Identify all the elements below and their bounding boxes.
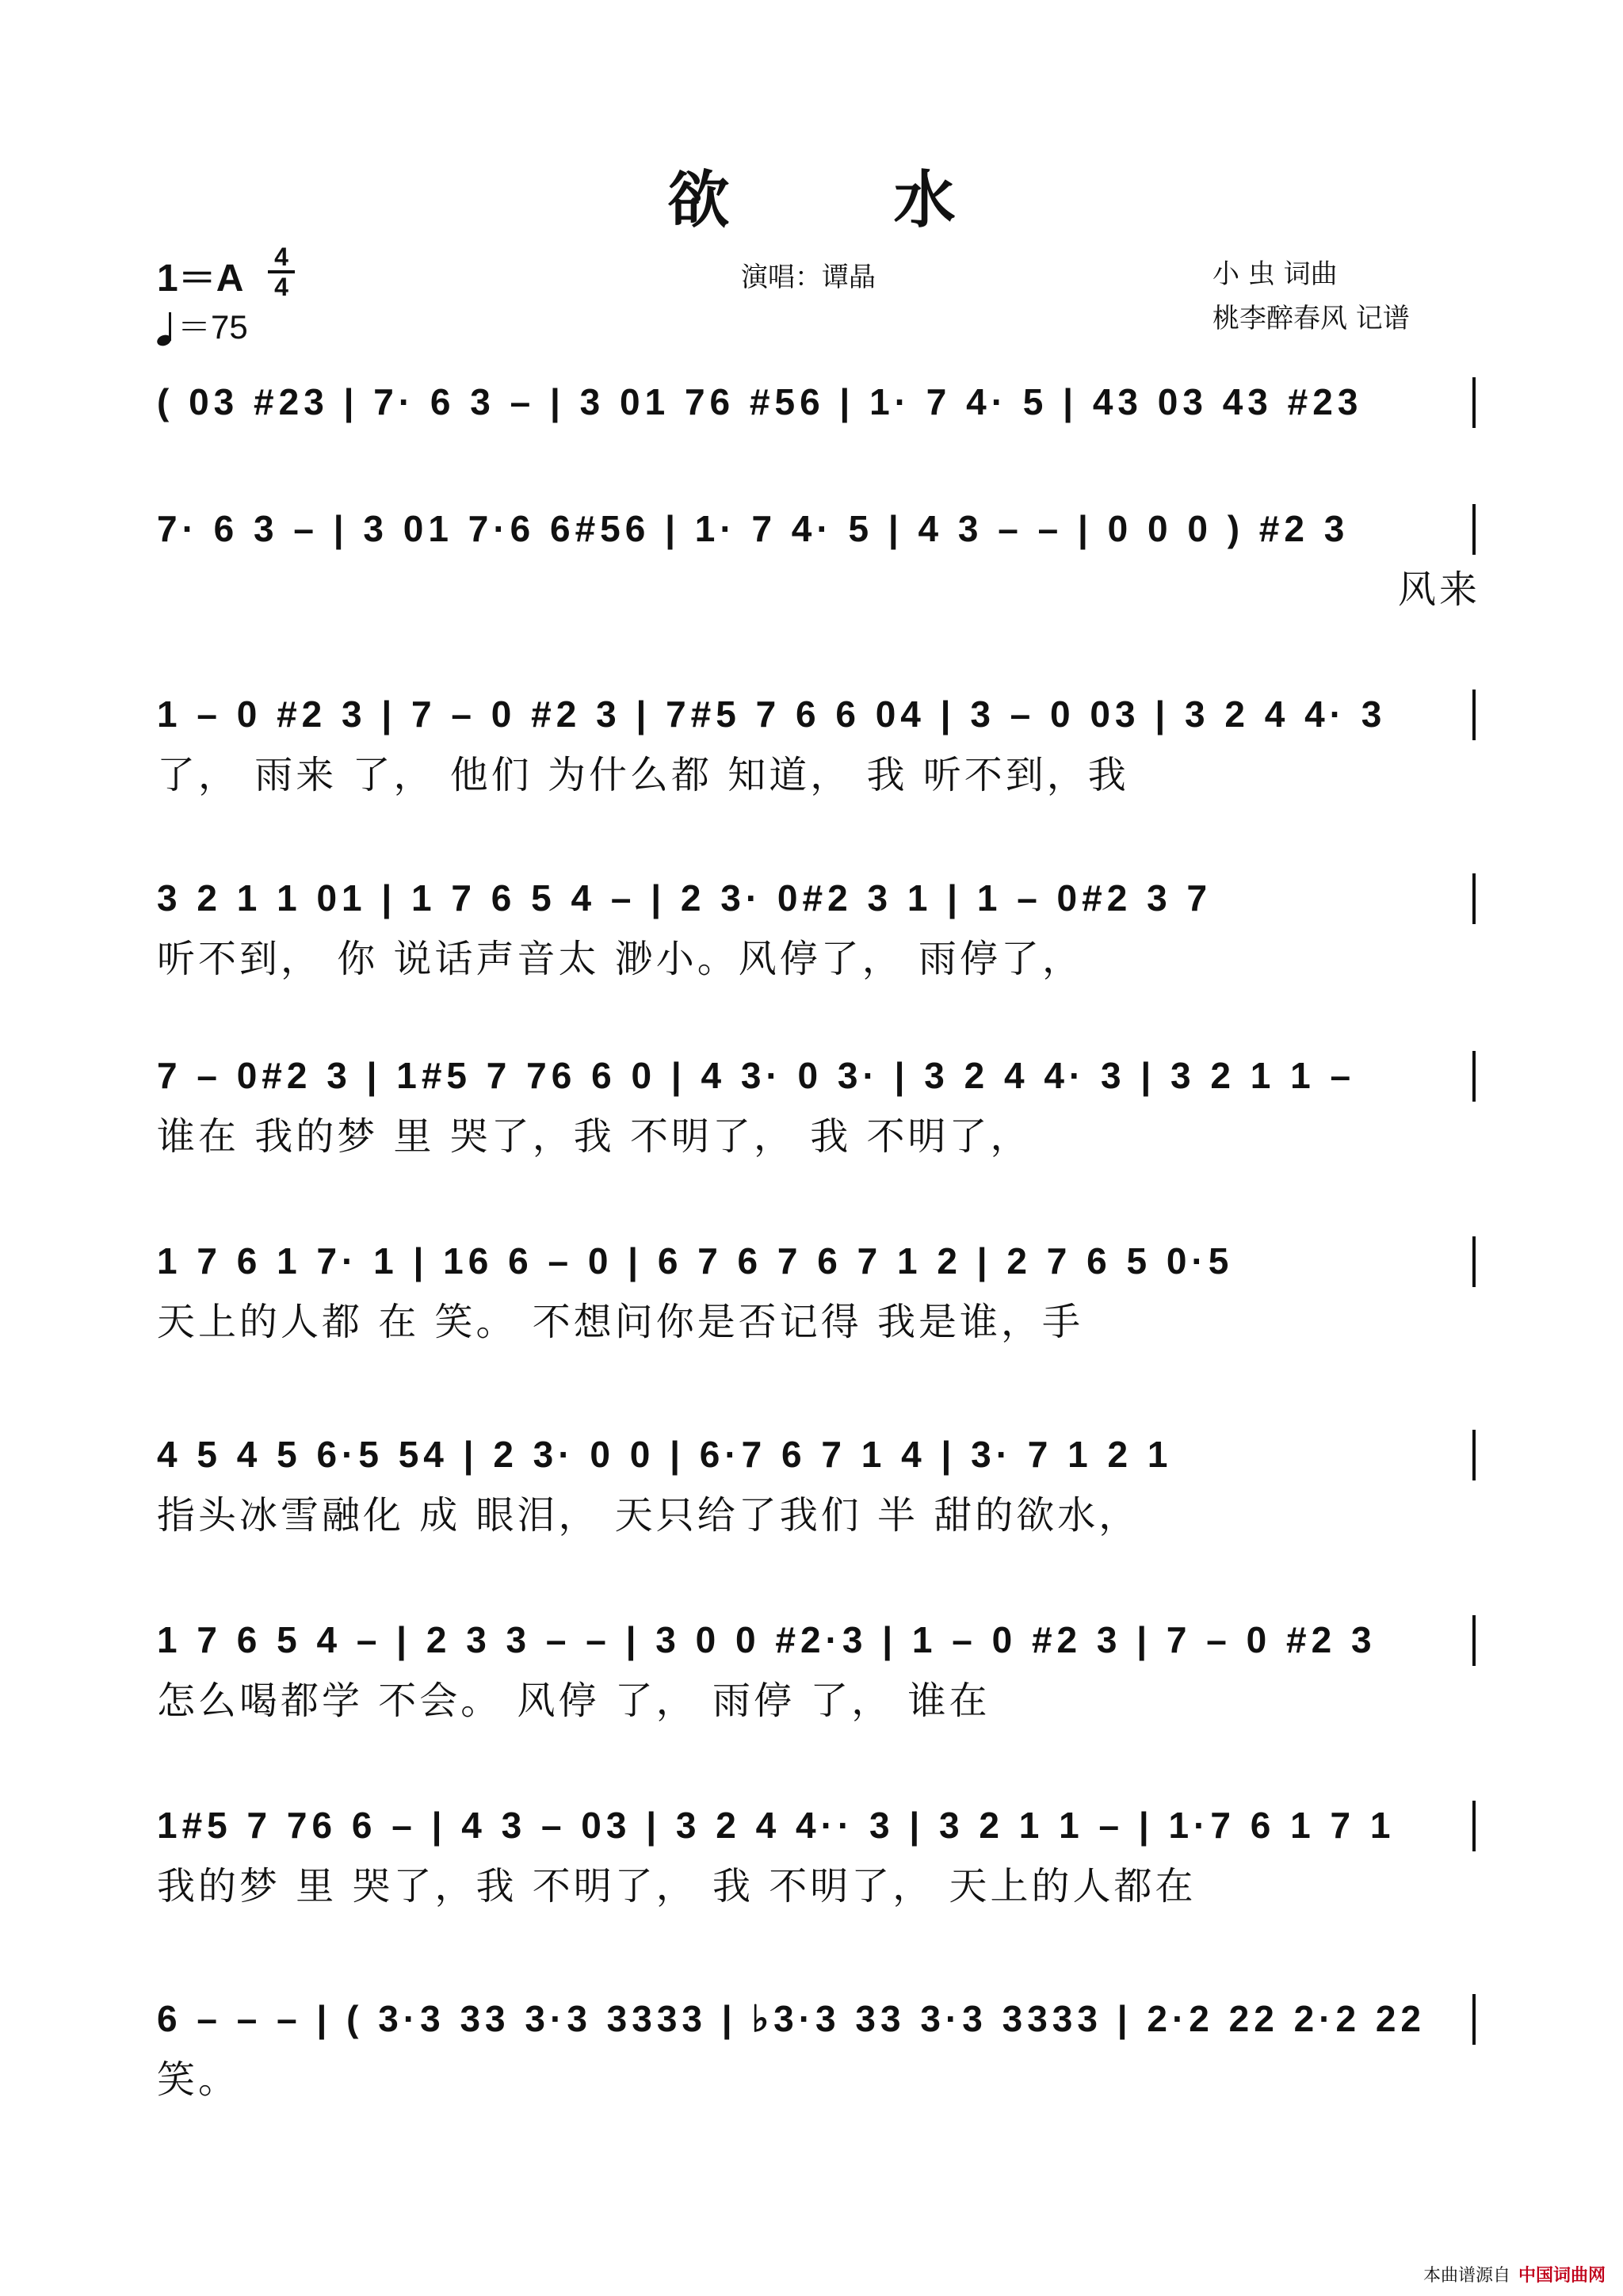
notation-line: 1 7 6 1 7· 1 | 16 6 – 0 | 6 7 6 7 6 7 1 2 | 2 7 6 5 0·5 [157, 1240, 1234, 1282]
notation-line: 1#5 7 76 6 – | 4 3 – 03 | 3 2 4 4·· 3 | 3 2 1 1 – | 1·7 6 1 7 1 [157, 1805, 1396, 1846]
lyrics-line [157, 439, 1480, 487]
song-title: 欲 水 [667, 165, 1027, 236]
lyrics-line: 指头冰雪融化 成 眼泪， 天只给了我们 半 甜的欲水， [157, 1493, 1140, 1538]
notation-line: 6 – – – | ( 3·3 33 3·3 3333 | ♭3·3 33 3·3 3333 | 2·2 22 2·2 22 [157, 1998, 1426, 2039]
tempo-marking [157, 301, 248, 349]
barline [1472, 1801, 1476, 1851]
barline [1472, 1994, 1476, 2045]
lyrics-line: 风来 [1397, 567, 1480, 612]
barline [1472, 873, 1476, 924]
barline [1472, 1051, 1476, 1102]
lyrics-line: 天上的人都 在 笑。 不想问你是否记得 我是谁，手 [157, 1300, 1084, 1344]
lyrics-line: 听不到， 你 说话声音太 渺小。风停了， 雨停了， [157, 937, 1084, 981]
barline [1472, 1430, 1476, 1480]
key-signature: 1＝A [157, 258, 244, 300]
barline [1472, 690, 1476, 740]
time-signature [268, 244, 295, 300]
notation-line: 4 5 4 5 6·5 54 | 2 3· 0 0 | 6·7 6 7 1 4 | 3· 7 1 2 1 [157, 1434, 1173, 1475]
singer-credit: 演唱：谭晶 [741, 262, 876, 293]
lyrics-line: 谁在 我的梦 里 哭了，我 不明了， 我 不明了， [157, 1114, 1032, 1159]
barline [1472, 504, 1476, 555]
notation-line: ( 03 #23 | 7· 6 3 – | 3 01 76 #56 | 1· 7 4· 5 | 43 03 43 #23 [157, 381, 1363, 422]
watermark-site-link[interactable]: 中国词曲网 [1518, 2266, 1606, 2286]
notation-line: 3 2 1 1 01 | 1 7 6 5 4 – | 2 3· 0#2 3 1 | 1 – 0#2 3 7 [157, 877, 1212, 919]
tempo-value: ＝75 [178, 308, 248, 346]
time-denominator: 4 [274, 273, 288, 301]
notation-line: 1 7 6 5 4 – | 2 3 3 – – | 3 0 0 #2·3 | 1 – 0 #2 3 | 7 – 0 #2 3 [157, 1619, 1377, 1660]
transcriber-credit: 桃李醉春风 记谱 [1212, 303, 1410, 334]
lyrics-line: 我的梦 里 哭了，我 不明了， 我 不明了， 天上的人都在 [157, 1864, 1197, 1908]
watermark-source-label: 本曲谱源自 [1423, 2266, 1510, 2286]
credits [1212, 252, 1410, 341]
lyrics-line: 怎么喝都学 不会。 风停 了， 雨停 了， 谁在 [157, 1679, 991, 1723]
source-watermark [1423, 2262, 1606, 2286]
barline [1472, 377, 1476, 428]
barline [1472, 1236, 1476, 1287]
notation-line: 1 – 0 #2 3 | 7 – 0 #2 3 | 7#5 7 6 6 04 | 3 – 0 03 | 3 2 4 4· 3 [157, 693, 1387, 735]
lyrics-line: 了， 雨来 了， 他们 为什么都 知道， 我 听不到，我 [157, 753, 1129, 797]
quarter-note-icon [157, 314, 178, 349]
lyrics-line: 笑。 [157, 2057, 240, 2102]
notation-line: 7· 6 3 – | 3 01 7·6 6#56 | 1· 7 4· 5 | 4 3 – – | 0 0 0 ) #2 3 [157, 508, 1350, 549]
barline [1472, 1615, 1476, 1666]
notation-line: 7 – 0#2 3 | 1#5 7 76 6 0 | 4 3· 0 3· | 3 2 4 4· 3 | 3 2 1 1 – [157, 1055, 1356, 1096]
composer-credit: 小 虫 词曲 [1212, 258, 1338, 290]
time-numerator: 4 [274, 243, 288, 271]
